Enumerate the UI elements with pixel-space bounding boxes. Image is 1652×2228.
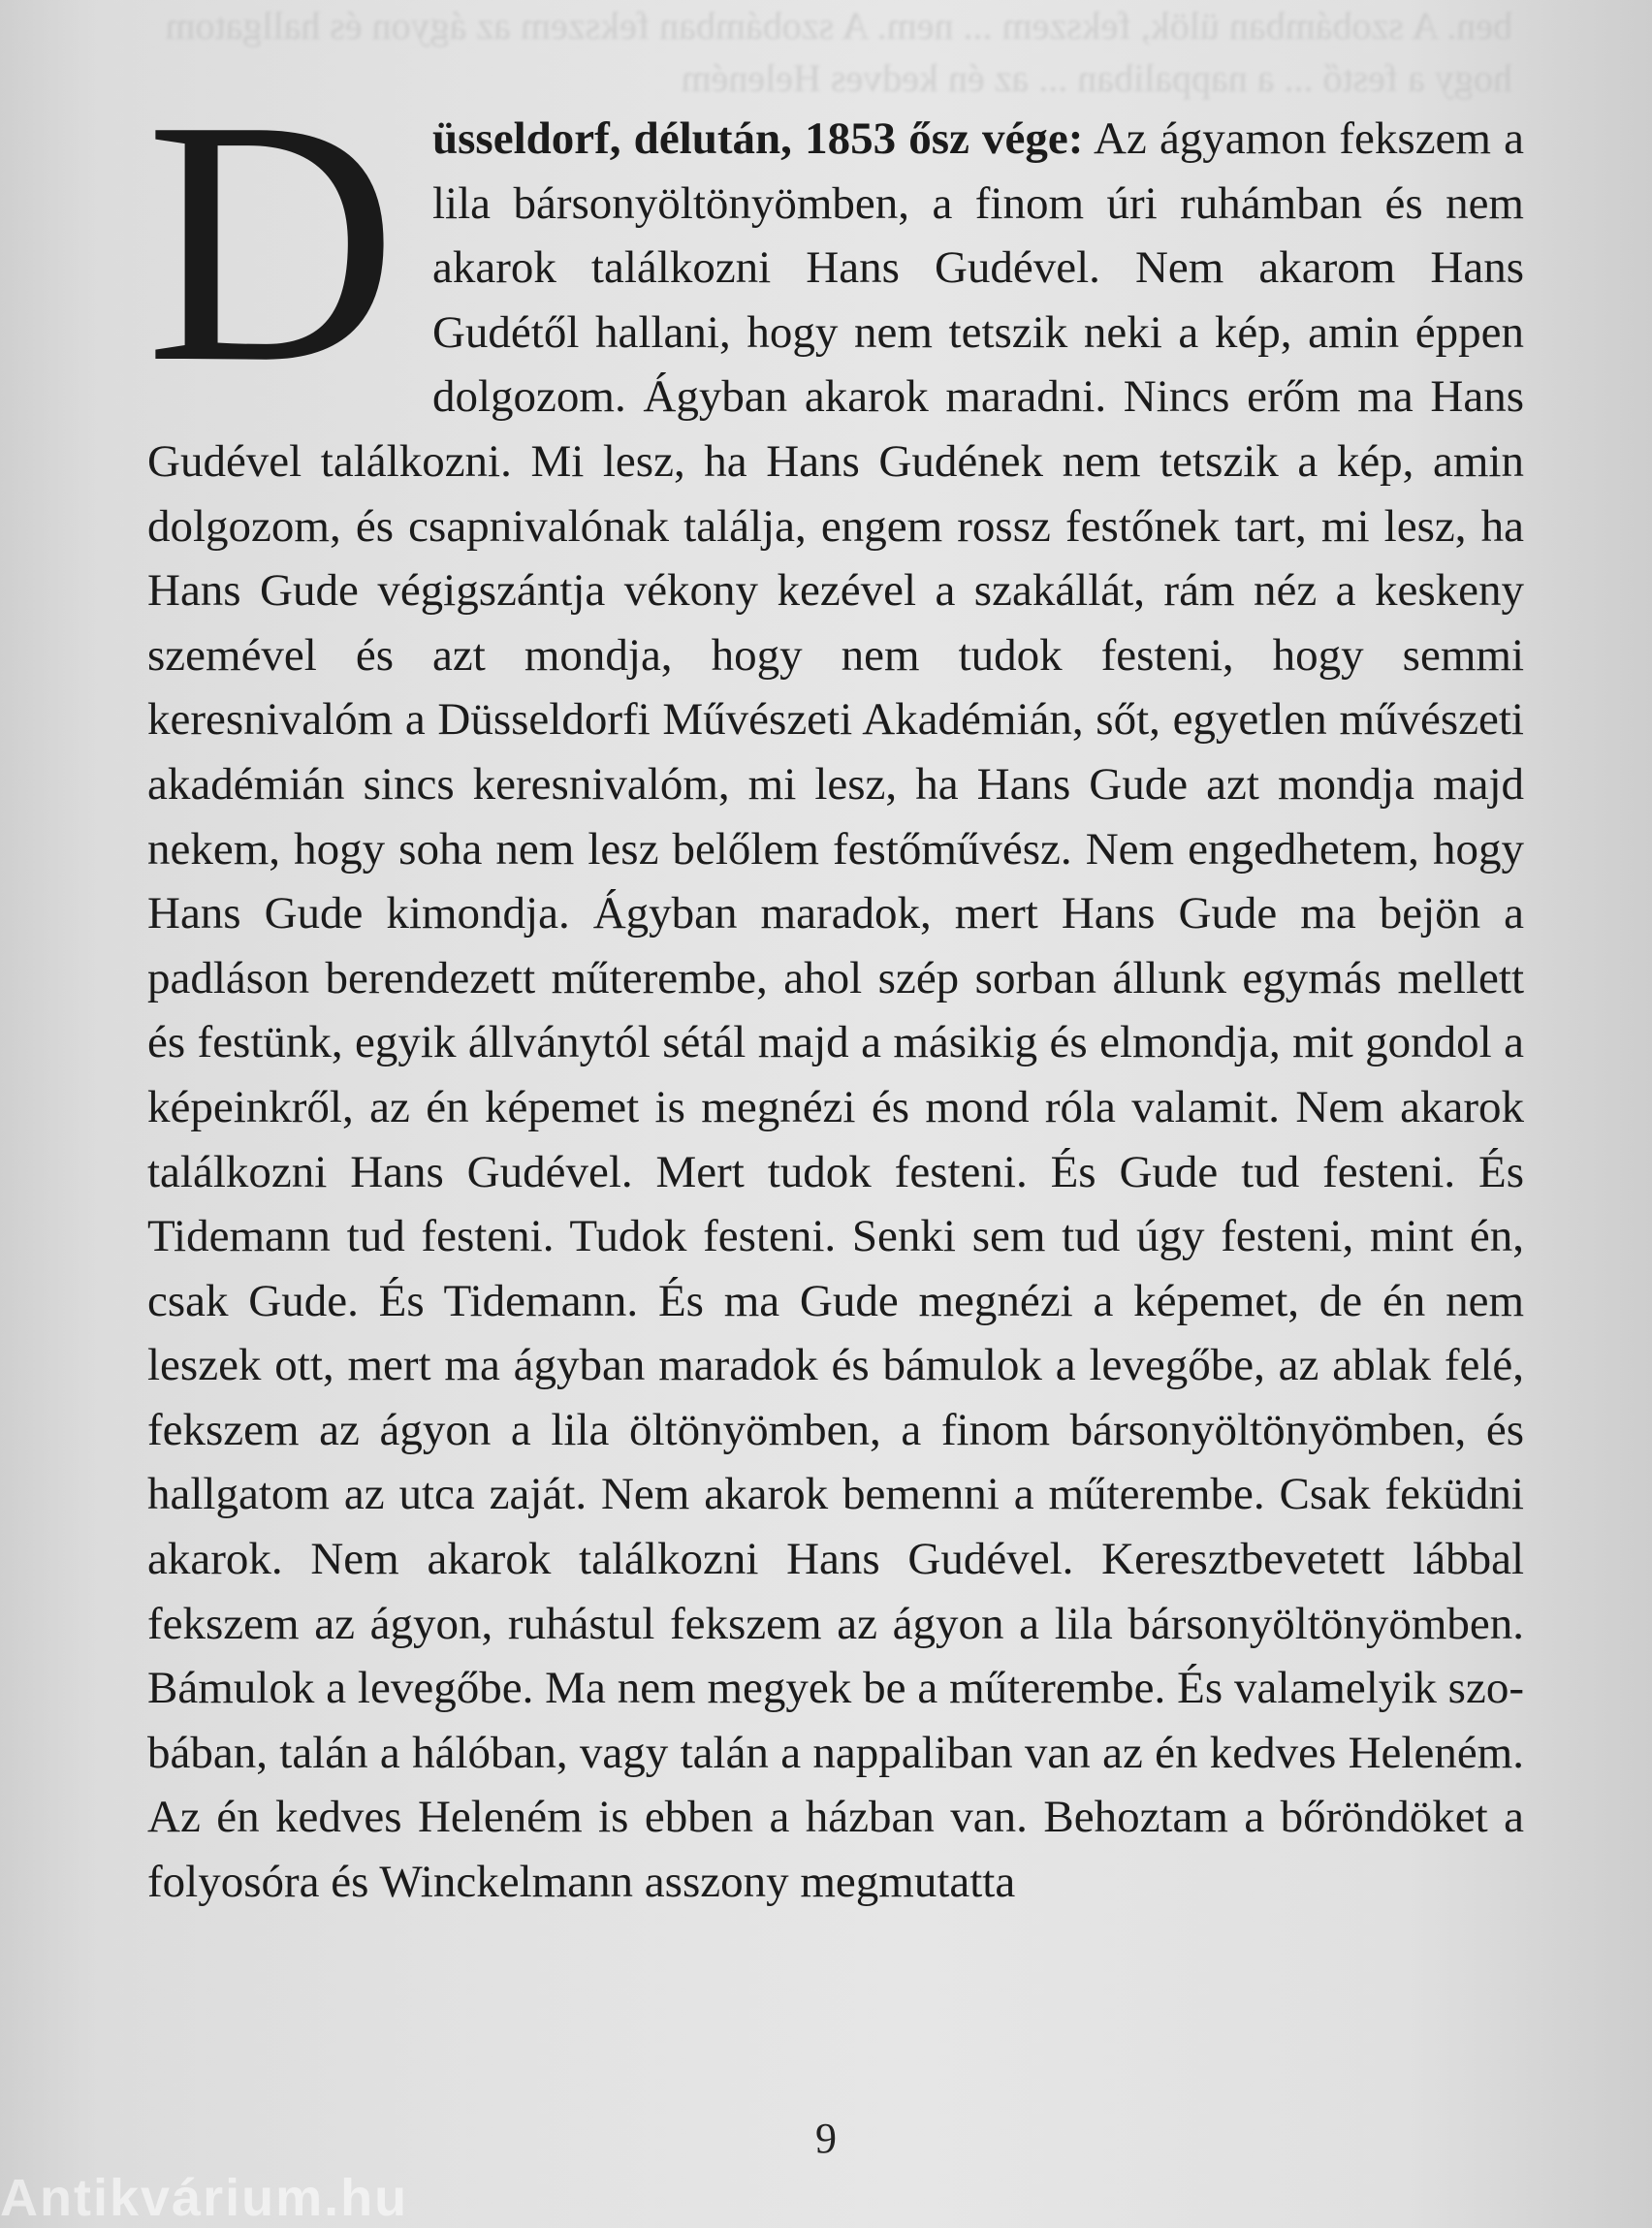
- bleed-line-2: hogy a festő ... a nappaliban ... az én kedves Heleném: [681, 56, 1512, 100]
- page-number: 9: [815, 2115, 837, 2162]
- bleed-line-1: ben. A szobámban ülök, fekszem ... nem. A szobámban fekszem az ágyon és hallgatom: [165, 4, 1512, 48]
- drop-cap: D: [145, 48, 397, 434]
- lead-in-heading: üsseldorf, délután, 1853 ősz vége:: [431, 113, 1084, 164]
- body-text: Az ágyamon fekszem a lila bársonyöltönyömben, a finom úri ruhámban és nem akarok találkozni Hans Gudével. Nem akarom Hans Gudétől hallani, hogy nem tetszik neki a kép, amin éppen dolgozom. Ágyban akarok maradni. Nincs erőm ma Hans Gudével találkozni. Mi lesz, ha Hans Gudének nem tetszik a kép, amin dolgozom, és csapnivalónak találja, engem rossz festőnek tart, mi lesz, ha Hans Gude végigszántja vékony kezével a szakállát, rám néz a keskeny szemével és azt mondja, hogy nem tudok festeni, hogy semmi keresnivalóm a Düsseldorfi Művészeti Akadémián, sőt, egyetlen művészeti akadémián sincs keresnivalóm, mi lesz, ha Hans Gude azt mondja majd nekem, hogy soha nem lesz belőlem festőművész. Nem engedhetem, hogy Hans Gude kimondja. Ágyban maradok, mert Hans Gude ma bejön a padláson berendezett műterembe, ahol szép sorban állunk egymás mellett és festünk, egyik állványtól sétál majd a másikig és elmondja, mit gondol a képeinkről, az én képemet is megnézi és mond róla valamit. Nem akarok találkozni Hans Gudével. Mert tudok festeni. És Gude tud festeni. És Tidemann tud festeni. Tudok festeni. Senki sem tud úgy festeni, mint én, csak Gude. És Tidemann. És ma Gude megnézi a képemet, de én nem leszek ott, mert ma ágyban maradok és bámulok a levegőbe, az ablak felé, fekszem az ágyon a lila öltönyömben, a finom bársonyöltönyömben, és hallgatom az utca zaját. Nem akarok bemenni a műterembe. Csak feküdni akarok. Nem akarok találkozni Hans Gudével. Keresztbevetett lábbal fekszem az ágyon, ruhástul fekszem az ágyon a lila bársonyöltönyömben. Bámulok a levegőbe. Ma nem megyek be a műterembe. És valamelyik szobában, talán a hálóban, vagy talán a nappaliban van az én kedves Heleném. Az én kedves Heleném is ebben a házban van. Behoztam a bőröndöket a folyosóra és Winckelmann asszony megmutatta: [147, 113, 1524, 1908]
- watermark-logo: Antikvárium.hu: [0, 2169, 409, 2227]
